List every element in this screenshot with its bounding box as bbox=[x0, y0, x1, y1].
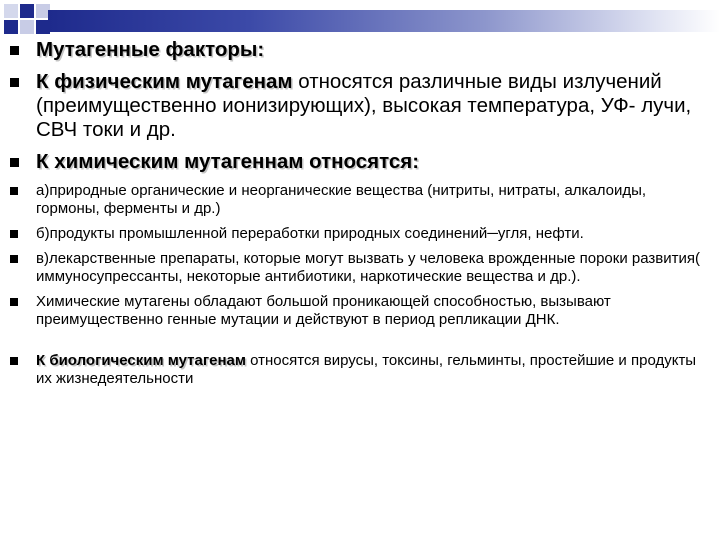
square-bullet-icon bbox=[10, 255, 18, 263]
bullet-item-physical-mutagens bbox=[8, 70, 708, 142]
header-square bbox=[4, 4, 18, 18]
item-bold-text: К физическим мутагенам bbox=[36, 70, 293, 93]
bullet-item-chemical-c bbox=[8, 250, 708, 286]
item-text: в)лекарственные препараты, которые могут вызвать у человека врожденные пороки развития( иммуносупрессанты, некоторые антибиотики, наркотические вещества и др.). bbox=[36, 250, 700, 285]
bullet-item-chemical-a bbox=[8, 182, 708, 218]
square-bullet-icon bbox=[10, 298, 18, 306]
item-bold-text: К биологическим мутагенам bbox=[36, 352, 246, 369]
square-bullet-icon bbox=[10, 230, 18, 238]
square-bullet-icon bbox=[10, 46, 19, 55]
header-decoration bbox=[0, 0, 720, 36]
square-bullet-icon bbox=[10, 78, 19, 87]
item-bold-text: К химическим мутагеннам относятся: bbox=[36, 150, 420, 173]
header-square bbox=[20, 4, 34, 18]
item-text: относятся различные виды излучений (преимущественно ионизирующих), высокая температура, УФ- лучи, СВЧ токи и др. bbox=[36, 70, 692, 141]
square-bullet-icon bbox=[10, 357, 18, 365]
item-text: а)природные органические и неорганические вещества (нитриты, нитраты, алкалоиды, гормоны, ферменты и др.) bbox=[36, 182, 647, 217]
header-gradient-bar bbox=[48, 10, 720, 32]
square-bullet-icon bbox=[10, 187, 18, 195]
bullet-item-chemical-mutagens bbox=[8, 150, 708, 174]
bullet-item-chemical-properties bbox=[8, 293, 708, 329]
header-square bbox=[20, 20, 34, 34]
item-bold-text: Мутагенные факторы: bbox=[36, 38, 265, 61]
bullet-item-chemical-b bbox=[8, 225, 708, 243]
item-text: относятся вирусы, токсины, гельминты, простейшие и продукты их жизнедеятельности bbox=[36, 352, 697, 387]
item-text: б)продукты промышленной переработки природных соединений─угля, нефти. bbox=[36, 225, 584, 242]
header-square bbox=[4, 20, 18, 34]
bullet-item-biological-mutagens bbox=[8, 352, 708, 388]
bullet-item-mutagenic-factors bbox=[8, 38, 708, 62]
item-text: Химические мутагены обладают большой проникающей способностью, вызывают преимущественно генные мутации и действуют в период репликации ДНК. bbox=[36, 293, 611, 328]
slide-body bbox=[8, 38, 708, 388]
square-bullet-icon bbox=[10, 158, 19, 167]
